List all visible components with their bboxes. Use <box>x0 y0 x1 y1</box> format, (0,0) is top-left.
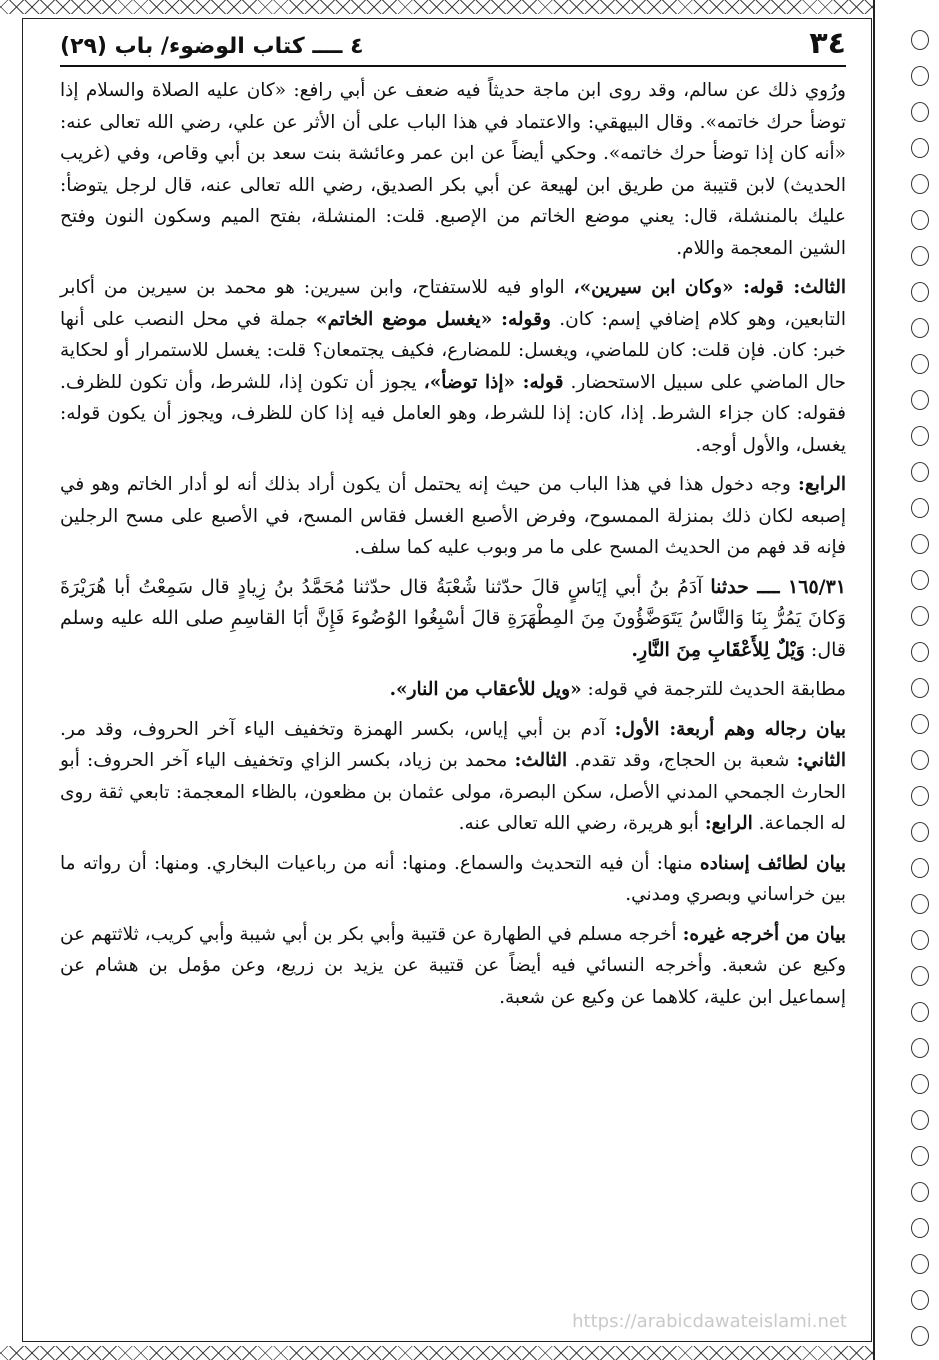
commentary-paragraph <box>60 469 846 564</box>
border-ornament <box>911 822 929 842</box>
bold-heading-segment: الرابع: <box>704 813 753 834</box>
bold-heading-segment: الثالث: قوله: «وكان ابن سيرين»، <box>573 277 846 298</box>
border-ornament <box>911 66 929 86</box>
bold-heading-segment: بيان رجاله وهم أربعة: الأول: <box>614 718 847 740</box>
border-ornament <box>911 894 929 914</box>
bold-heading-segment: ١٦٥/٣١ ــــ حدثنا <box>710 575 847 598</box>
border-ornament <box>911 534 929 554</box>
border-ornament <box>911 714 929 734</box>
text-segment: يجوز أن تكون إذا، للشرط، وأن تكون للظرف. فقوله: كان جزاء الشرط. إذا، كان: إذا للشرط، وهو العامل فيه إذا كان للظرف، ويجوز أن يكون قوله: يغسل، والأول أوجه. <box>60 371 846 456</box>
border-ornament <box>911 390 929 410</box>
border-ornament <box>911 246 929 266</box>
bold-heading-segment: قوله: «إذا توضأ»، <box>423 371 564 393</box>
border-ornament <box>911 498 929 518</box>
document-page <box>60 26 846 1021</box>
text-segment: شعبة بن الحجاج، وقد تقدم. <box>567 750 797 771</box>
border-ornament <box>911 318 929 338</box>
border-ornament <box>911 1218 929 1238</box>
border-ornament <box>911 1290 929 1310</box>
border-ornament <box>911 426 929 446</box>
text-segment: الواو فيه للاستفتاح، وابن سيرين: هو محمد بن سيرين من أكابر التابعين، وهو كلام إضافي إسم: كان. <box>60 277 847 330</box>
border-ornament <box>911 462 929 482</box>
border-ornament <box>911 570 929 590</box>
border-ornament <box>911 354 929 374</box>
border-ornament <box>911 282 929 302</box>
border-ornament <box>911 210 929 230</box>
border-ornament <box>911 138 929 158</box>
border-ornament <box>911 1146 929 1166</box>
hadith-paragraph <box>60 572 846 667</box>
commentary-paragraph <box>60 674 846 706</box>
text-segment: أبو هريرة، رضي الله تعالى عنه. <box>458 813 705 834</box>
border-ornament <box>911 174 929 194</box>
right-ornamental-border <box>873 0 939 1360</box>
border-ornament <box>911 642 929 662</box>
bold-heading-segment: بيان من أخرجه غيره: <box>682 923 846 945</box>
commentary-paragraph <box>60 714 846 840</box>
text-segment: وجه دخول هذا في هذا الباب من حيث إنه يحتمل أن يكون أراد بذلك أنه لو أدار الخاتم وهو في إصبعه لكان ذلك بمنزلة الممسوح، وفرض الأصبع الغسل فقاس المسح، في الأصبع على مسح الرجلين فإنه قد فهم من الحديث المسح على ما مر وبوب عليه كما سلف. <box>60 474 846 558</box>
bold-heading-segment: وقوله: «يغسل موضع الخاتم» <box>315 308 551 330</box>
bold-heading-segment: بيان لطائف إسناده <box>699 852 846 874</box>
bold-heading-segment: الرابع: <box>798 474 846 495</box>
body-text <box>60 75 846 1013</box>
border-ornament <box>911 750 929 770</box>
bottom-ornamental-border <box>0 1346 939 1360</box>
page-number: ٣٤ <box>809 26 846 61</box>
border-ornament <box>911 1074 929 1094</box>
text-segment: منها: أن فيه التحديث والسماع. ومنها: أنه من رباعيات البخاري. ومنها: أن رواته ما بين خراساني وبصري ومدني. <box>60 852 846 905</box>
bold-heading-segment: الثاني: <box>796 750 846 771</box>
border-ornament <box>911 930 929 950</box>
border-ornament <box>911 1254 929 1274</box>
bold-heading-segment: وَيْلٌ لِلأَعْقَابِ مِنَ النَّارِ. <box>631 638 805 661</box>
text-segment: أخرجه مسلم في الطهارة عن قتيبة وأبي بكر بن أبي شيبة وأبي كريب، ثلاثتهم عن وكيع عن شعبة. وأخرجه النسائي فيه أيضاً عن قتيبة عن يزيد بن زريع، وعن مؤمل بن هشام عن إسماعيل ابن علية، كلاهما عن وكيع عن شعبة. <box>60 923 846 1008</box>
border-ornament <box>911 786 929 806</box>
border-ornament <box>911 1002 929 1022</box>
border-ornament <box>911 30 929 50</box>
border-ornament <box>911 606 929 626</box>
commentary-paragraph <box>60 848 846 911</box>
text-segment: آدَمُ بنُ أبي إيَاسٍ قالَ حدّثنا شُعْبَةُ قال حدّثنا مُحَمَّدُ بنُ زِيادٍ قال سَمِعْتُ أبا هُرَيْرَةَ وَكانَ يَمُرُّ بِنَا وَالنَّاسُ يَتَوَضَّؤُونَ مِنَ المِطْهَرَةِ قالَ أسْبِغُوا الوُضُوءَ فَإِنَّ أبَا القاسِمِ صلى الله عليه وسلم قال: <box>60 575 846 661</box>
border-ornament <box>911 966 929 986</box>
top-ornamental-border <box>0 0 939 14</box>
text-segment: آدم بن أبي إياس، بكسر الهمزة وتخفيف الياء آخر الحروف، وقد مر. <box>60 718 615 740</box>
border-ornament <box>911 1038 929 1058</box>
commentary-paragraph <box>60 919 846 1014</box>
border-ornament <box>911 102 929 122</box>
border-ornament <box>911 1110 929 1130</box>
commentary-paragraph <box>60 272 846 461</box>
border-ornament <box>911 678 929 698</box>
border-ornament <box>911 1326 929 1346</box>
text-segment: مطابقة الحديث للترجمة في قوله: <box>581 679 846 700</box>
text-segment: محمد بن زياد، بكسر الزاي وتخفيف الياء آخر الحروف: أبو الحارث الجمحي المدني الأصل، سكن البصرة، مولى عثمان بن مظعون، بالظاء المعجمة: تابعي ثقة روى له الجماعة. <box>60 750 846 834</box>
bold-heading-segment: الثالث: <box>514 750 568 771</box>
border-ornament <box>911 1182 929 1202</box>
page-header <box>60 26 846 67</box>
running-title: ٤ ــــ كتاب الوضوء/ باب (٢٩) <box>60 34 364 59</box>
bold-heading-segment: «ويل للأعقاب من النار». <box>389 679 582 700</box>
commentary-paragraph <box>60 75 846 264</box>
text-segment: ورُوي ذلك عن سالم، وقد روى ابن ماجة حديثاً فيه ضعف عن أبي رافع: «كان عليه الصلاة والسلام إذا توضأ حرك خاتمه». وقال البيهقي: والاعتماد في هذا الباب على أن الأثر عن علي، رضي الله تعالى عنه: «أنه كان إذا توضأ حرك خاتمه». وحكي أيضاً عن ابن عمر وعائشة بنت سعد بن أبي وقاص، وفي (غريب الحديث) لابن قتيبة من طريق ابن لهيعة عن أبي بكر الصديق، رضي الله تعالى عنه، قال لرجل يتوضأ: عليك بالمنشلة، قال: يعني موضع الخاتم من الإصبع. قلت: المنشلة، بفتح الميم وسكون النون وفتح الشين المعجمة واللام. <box>60 80 846 259</box>
text-segment: جملة في محل النصب على أنها خبر: كان. فإن قلت: كان للماضي، ويغسل: للمضارع، فكيف يجتمعان؟ قلت: يغسل للاستمرار أو لحكاية حال الماضي على سبيل الاستحضار. <box>60 308 846 393</box>
border-ornament <box>911 858 929 878</box>
watermark-url: https://arabicdawateislami.net <box>572 1311 847 1332</box>
